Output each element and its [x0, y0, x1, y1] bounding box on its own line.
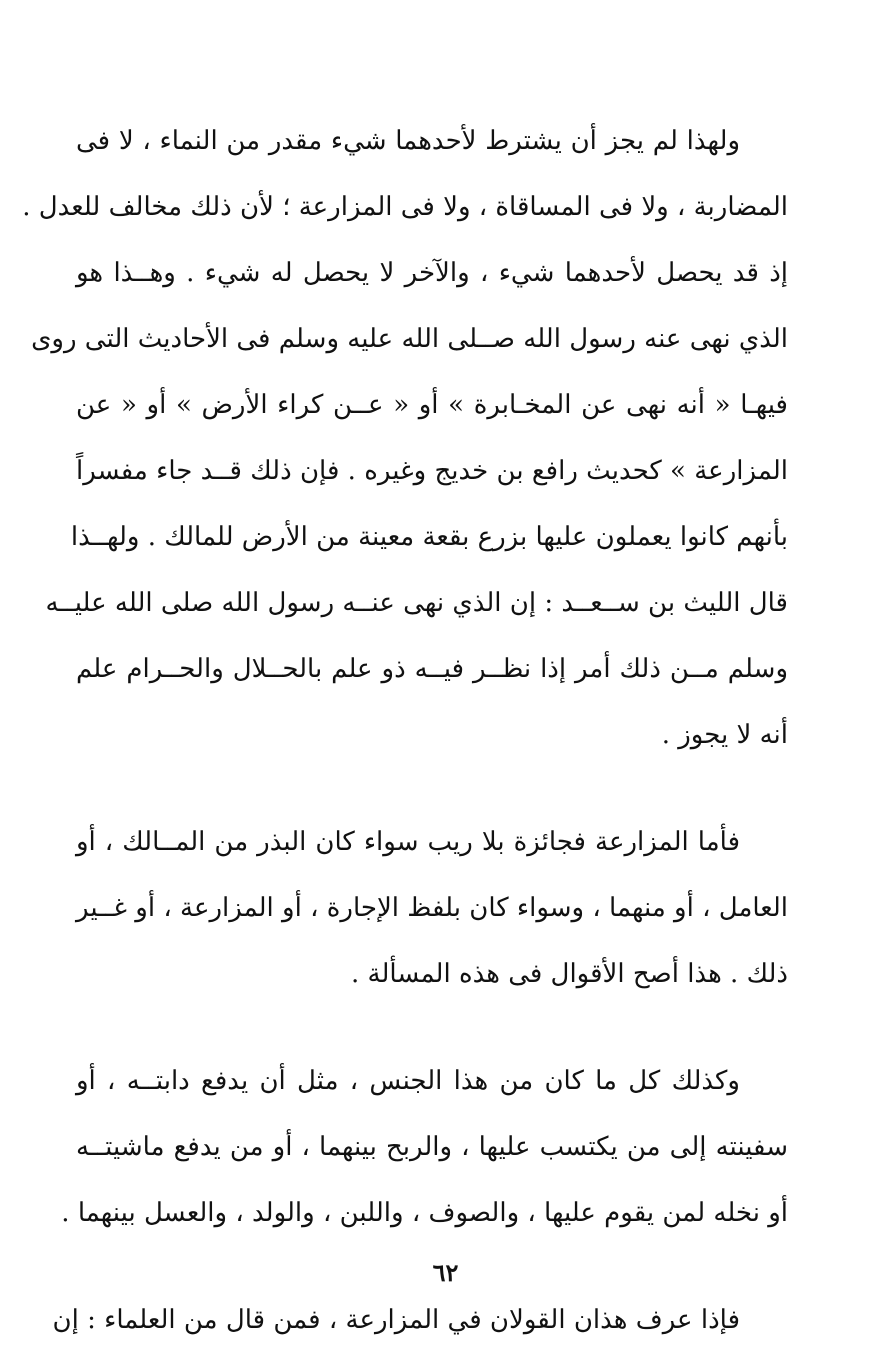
text-line: المضاربة ، ولا فى المساقاة ، ولا فى المزارعة ؛ لأن ذلك مخالف للعدل .	[22, 192, 788, 222]
text-line: قال الليث بن ســعــد : إن الذي نهى عنــه رسول الله صلى الله عليــه	[45, 588, 788, 618]
text-line: ذلك . هذا أصح الأقوال فى هذه المسألة .	[351, 959, 788, 989]
text-line: العامل ، أو منهما ، وسواء كان بلفظ الإجارة ، أو المزارعة ، أو غــير	[76, 893, 788, 923]
page-body	[22, 108, 788, 1353]
text-line: سفينته إلى من يكتسب عليها ، والربح بينهما ، أو من يدفع ماشيتــه	[76, 1132, 788, 1162]
text-line: فأما المزارعة فجائزة بلا ريب سواء كان البذر من المــالك ، أو	[76, 827, 740, 857]
text-line: بأنهم كانوا يعملون عليها بزرع بقعة معينة من الأرض للمالك . ولهــذا	[70, 522, 788, 552]
text-line: فإذا عرف هذان القولان في المزارعة ، فمن قال من العلماء : إن	[52, 1305, 740, 1335]
paragraph-1	[22, 108, 788, 768]
text-line: المزارعة » كحديث رافع بن خديج وغيره . فإن ذلك قــد جاء مفسراً	[76, 456, 788, 486]
text-line: أو نخله لمن يقوم عليها ، والصوف ، واللبن ، والولد ، والعسل بينهما .	[61, 1198, 788, 1228]
text-line: إذ قد يحصل لأحدهما شيء ، والآخر لا يحصل له شيء . وهــذا هو	[76, 258, 788, 288]
text-line: فيهـا « أنه نهى عن المخـابرة » أو « عــن كراء الأرض » أو « عن	[76, 390, 788, 420]
paragraph-3	[61, 1048, 788, 1246]
text-line: وكذلك كل ما كان من هذا الجنس ، مثل أن يدفع دابتــه ، أو	[76, 1066, 740, 1096]
text-line: أنه لا يجوز .	[661, 720, 788, 750]
paragraph-2	[76, 809, 788, 1007]
page-number: ٦٢	[432, 1258, 459, 1287]
text-line: وسلم مــن ذلك أمر إذا نظــر فيــه ذو علم بالحــلال والحــرام علم	[76, 654, 788, 684]
text-line: ولهذا لم يجز أن يشترط لأحدهما شيء مقدر من النماء ، لا فى	[76, 126, 740, 156]
text-line: الذي نهى عنه رسول الله صــلى الله عليه وسلم فى الأحاديث التى روى	[31, 324, 788, 354]
paragraph-4	[52, 1287, 788, 1353]
